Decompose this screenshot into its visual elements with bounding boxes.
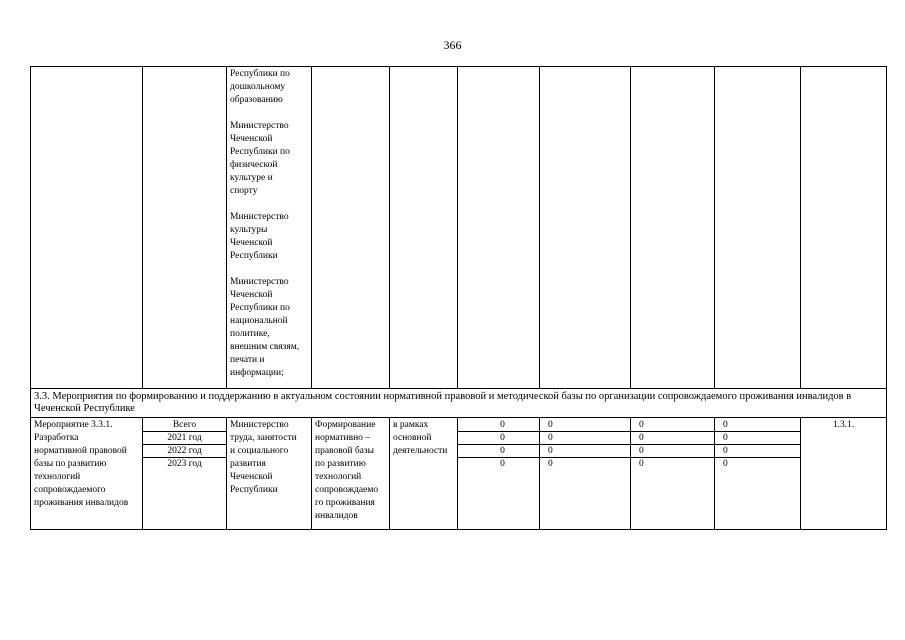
value-cell: 0 (548, 459, 553, 469)
value-cell: 0 (715, 445, 800, 458)
page-number: 366 (443, 38, 462, 52)
cell-empty (801, 67, 887, 389)
activity-row (31, 418, 887, 530)
cell-empty (715, 67, 801, 389)
value-cell: 0 (631, 419, 714, 432)
value-cell: 0 (500, 459, 505, 469)
cell-empty (312, 67, 390, 389)
year-label: Всего (143, 419, 226, 432)
value-cell: 0 (639, 459, 644, 469)
executor: Министерство труда, занятости и социального развития Чеченской Республики (227, 418, 312, 530)
value-cell: 0 (631, 432, 714, 445)
value-cell: 0 (723, 459, 728, 469)
executors-continued: Республики по дошкольному образованию Министерство Чеченской Республики по физической культуре и спорту Министерство культуры Чеченской Республики Министерство Чеченской Республики по национальной политике, внешним связям, печати и информации; (227, 67, 312, 389)
values-col-4 (715, 418, 801, 530)
cell-empty (458, 67, 540, 389)
activity-name: Мероприятие 3.3.1. Разработка нормативной правовой базы по развитию технологий сопровождаемого проживания инвалидов (31, 418, 143, 530)
cell-empty (390, 67, 458, 389)
values-col-3 (631, 418, 715, 530)
value-cell: 0 (631, 445, 714, 458)
values-col-2 (540, 418, 631, 530)
cell-empty (631, 67, 715, 389)
cell-empty (31, 67, 143, 389)
program-table (30, 66, 887, 530)
value-cell: 0 (540, 419, 630, 432)
funding-source: в рамках основной деятельности (390, 418, 458, 530)
cell-empty (540, 67, 631, 389)
year-label: 2022 год (143, 445, 226, 458)
value-cell: 0 (458, 432, 539, 445)
result: Формирование нормативно – правовой базы по развитию технологий сопровождаемо го проживания инвалидов (312, 418, 390, 530)
continuation-row (31, 67, 887, 389)
value-cell: 0 (458, 445, 539, 458)
value-cell: 0 (540, 445, 630, 458)
value-cell: 0 (715, 419, 800, 432)
section-title: 3.3. Мероприятия по формированию и поддержанию в актуальном состоянии нормативной правовой и методической базы по организации сопровождаемого проживания инвалидов в Чеченской Республике (31, 389, 887, 418)
year-list (143, 419, 226, 470)
values-col-1 (458, 418, 540, 530)
cell-empty (143, 67, 227, 389)
value-cell: 0 (715, 432, 800, 445)
value-cell: 0 (540, 432, 630, 445)
years-cell (143, 418, 227, 530)
year-label: 2023 год (167, 459, 202, 469)
section-row (31, 389, 887, 418)
value-cell: 0 (458, 419, 539, 432)
indicator-ref: 1.3.1. (801, 418, 887, 530)
year-label: 2021 год (143, 432, 226, 445)
